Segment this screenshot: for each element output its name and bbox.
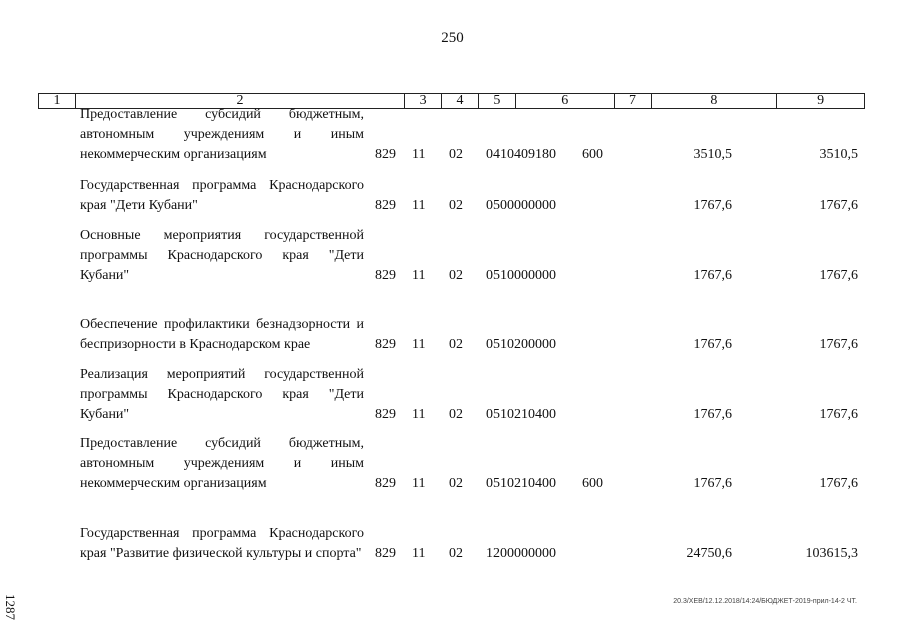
table-row <box>0 504 905 564</box>
row-name: Государственная программа Краснодарского края "Развитие физической культуры и спорта" <box>80 526 364 561</box>
row-name: Основные мероприятия государственной программы Краснодарского края "Дети Кубани" <box>80 228 364 283</box>
row-col-3: 829 <box>375 337 396 352</box>
row-col-9: 1767,6 <box>819 476 858 491</box>
row-col-6: 0500000000 <box>486 198 556 213</box>
side-page-stamp: 1287 <box>3 594 18 620</box>
row-col-4: 11 <box>412 476 426 491</box>
header-cell-4: 4 <box>442 94 479 108</box>
header-cell-6: 6 <box>516 94 615 108</box>
row-col-4: 11 <box>412 147 426 162</box>
row-col-4: 11 <box>412 407 426 422</box>
header-cell-2: 2 <box>76 94 405 108</box>
row-name: Обеспечение профилактики безнадзорности и беспризорности в Краснодарском крае <box>80 317 364 352</box>
row-col-4: 11 <box>412 546 426 561</box>
row-col-9: 1767,6 <box>819 407 858 422</box>
header-cell-8: 8 <box>652 94 778 108</box>
document-meta: 20.3/ХЕВ/12.12.2018/14:24/БЮДЖЕТ-2019-прил-14-2 ЧТ. <box>673 598 857 605</box>
row-col-3: 829 <box>375 407 396 422</box>
row-col-3: 829 <box>375 268 396 283</box>
row-col-6: 0510200000 <box>486 337 556 352</box>
row-col-8: 1767,6 <box>693 337 732 352</box>
row-col-4: 11 <box>412 337 426 352</box>
row-col-3: 829 <box>375 147 396 162</box>
row-col-3: 829 <box>375 546 396 561</box>
row-col-7: 600 <box>582 147 603 162</box>
row-col-8: 1767,6 <box>693 198 732 213</box>
row-col-5: 02 <box>449 268 463 283</box>
row-col-9: 3510,5 <box>819 147 858 162</box>
row-name: Предоставление субсидий бюджетным, автономным учреждениям и иным некоммерческим организациям <box>80 436 364 491</box>
table-row <box>0 295 905 355</box>
row-col-9: 1767,6 <box>819 198 858 213</box>
header-cell-9: 9 <box>817 93 825 108</box>
row-col-9: 103615,3 <box>805 546 858 561</box>
row-col-8: 1767,6 <box>693 476 732 491</box>
row-col-8: 24750,6 <box>686 546 732 561</box>
table-row <box>0 156 905 216</box>
table-row <box>0 226 905 286</box>
row-col-7: 600 <box>582 476 603 491</box>
row-col-5: 02 <box>449 407 463 422</box>
row-col-8: 1767,6 <box>693 407 732 422</box>
row-col-5: 02 <box>449 546 463 561</box>
row-col-3: 829 <box>375 198 396 213</box>
header-cell-1: 1 <box>39 94 76 108</box>
row-name: Реализация мероприятий государственной программы Краснодарского края "Дети Кубани" <box>80 367 364 422</box>
row-col-3: 829 <box>375 476 396 491</box>
row-col-8: 3510,5 <box>693 147 732 162</box>
row-name: Государственная программа Краснодарского края "Дети Кубани" <box>80 178 364 213</box>
row-col-6: 0510210400 <box>486 476 556 491</box>
row-col-5: 02 <box>449 476 463 491</box>
row-col-6: 0510210400 <box>486 407 556 422</box>
page-number: 250 <box>441 30 464 46</box>
row-col-5: 02 <box>449 198 463 213</box>
row-col-8: 1767,6 <box>693 268 732 283</box>
row-name: Предоставление субсидий бюджетным, автономным учреждениям и иным некоммерческим организациям <box>80 107 364 162</box>
row-col-9: 1767,6 <box>819 337 858 352</box>
row-col-5: 02 <box>449 337 463 352</box>
table-row <box>0 365 905 425</box>
table-row <box>0 434 905 494</box>
row-col-6: 0510000000 <box>486 268 556 283</box>
row-col-6: 1200000000 <box>486 546 556 561</box>
row-col-5: 02 <box>449 147 463 162</box>
row-col-9: 1767,6 <box>819 268 858 283</box>
header-cell-5: 5 <box>479 94 516 108</box>
header-cell-7: 7 <box>615 94 652 108</box>
header-cell-3: 3 <box>405 94 442 108</box>
row-col-4: 11 <box>412 198 426 213</box>
row-col-4: 11 <box>412 268 426 283</box>
row-col-6: 0410409180 <box>486 147 556 162</box>
